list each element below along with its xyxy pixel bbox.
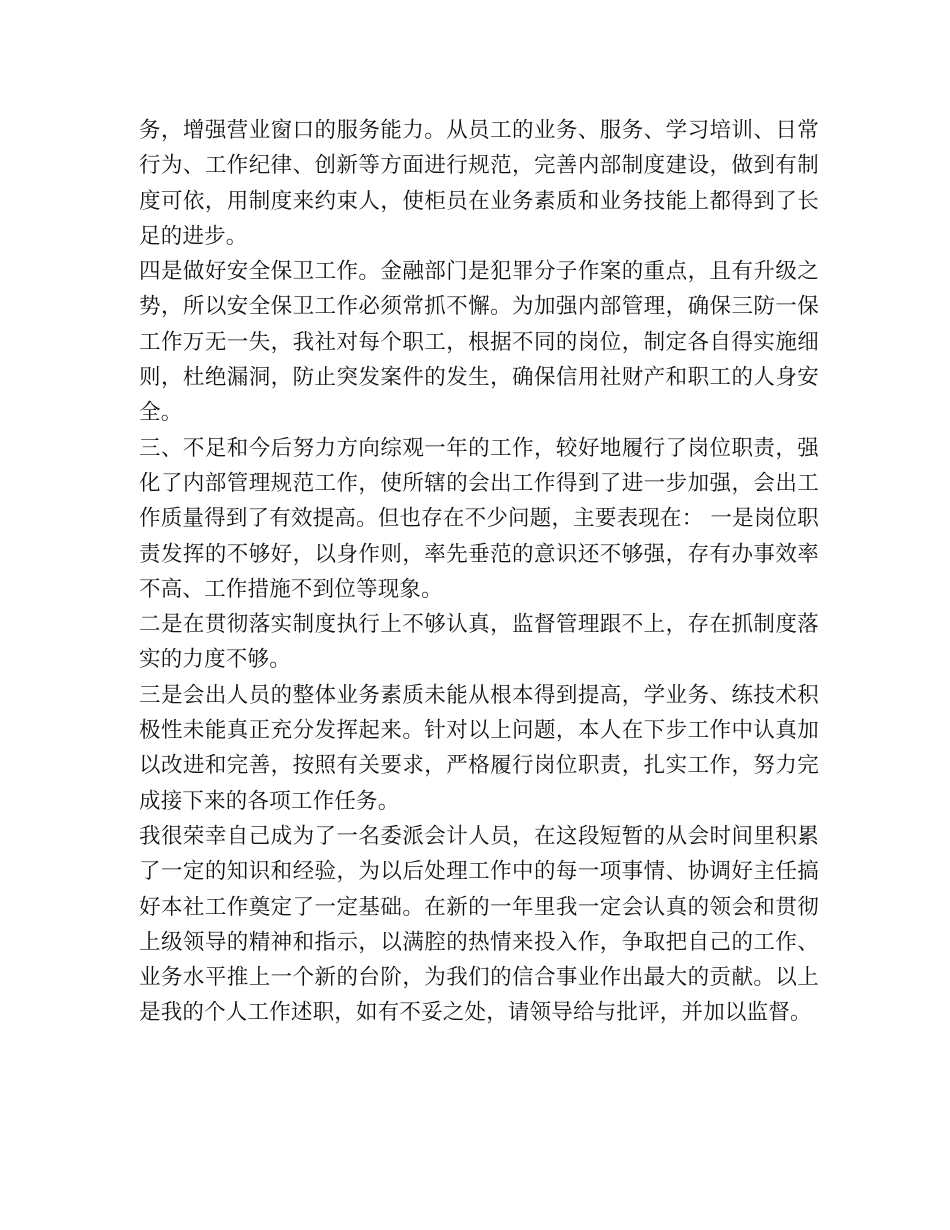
paragraph-staff-quality: 三是会出人员的整体业务素质未能从根本得到提高，学业务、练技术积极性未能真正充分发挥起来。针对以上问题，本人在下步工作中认真加以改进和完善，按照有关要求，严格履行岗位职责，扎实工作，努力完成接下来的各项工作任务。	[139, 682, 819, 814]
document-body	[139, 113, 819, 1031]
paragraph-security-work: 四是做好安全保卫工作。金融部门是犯罪分子作案的重点，且有升级之势，所以安全保卫工作必须常抓不懈。为加强内部管理，确保三防一保工作万无一失，我社对每个职工，根据不同的岗位，制定各自得实施细则，杜绝漏洞，防止突发案件的发生，确保信用社财产和职工的人身安全。	[139, 259, 819, 426]
paragraph-shortcomings: 三、不足和今后努力方向综观一年的工作，较好地履行了岗位职责，强化了内部管理规范工作，使所辖的会出工作得到了进一步加强，会出工作质量得到了有效提高。但也存在不少问题，主要表现在： 一是岗位职责发挥的不够好，以身作则，率先垂范的意识还不够强，存有办事效率不高、工作措施不到位等现象。	[139, 435, 819, 602]
paragraph-service-capability: 务，增强营业窗口的服务能力。从员工的业务、服务、学习培训、日常行为、工作纪律、创新等方面进行规范，完善内部制度建设，做到有制度可依，用制度来约束人，使柜员在业务素质和业务技能上都得到了长足的进步。	[139, 118, 819, 249]
paragraph-conclusion: 我很荣幸自己成为了一名委派会计人员，在这段短暂的从会时间里积累了一定的知识和经验，为以后处理工作中的每一项事情、协调好主任搞好本社工作奠定了一定基础。在新的一年里我一定会认真的领会和贯彻上级领导的精神和指示，以满腔的热情来投入作，争取把自己的工作、业务水平推上一个新的台阶，为我们的信合事业作出最大的贡献。以上是我的个人工作述职，如有不妥之处，请领导给与批评，并加以监督。	[139, 823, 819, 1026]
paragraph-system-implementation: 二是在贯彻落实制度执行上不够认真，监督管理跟不上，存在抓制度落实的力度不够。	[139, 612, 819, 673]
